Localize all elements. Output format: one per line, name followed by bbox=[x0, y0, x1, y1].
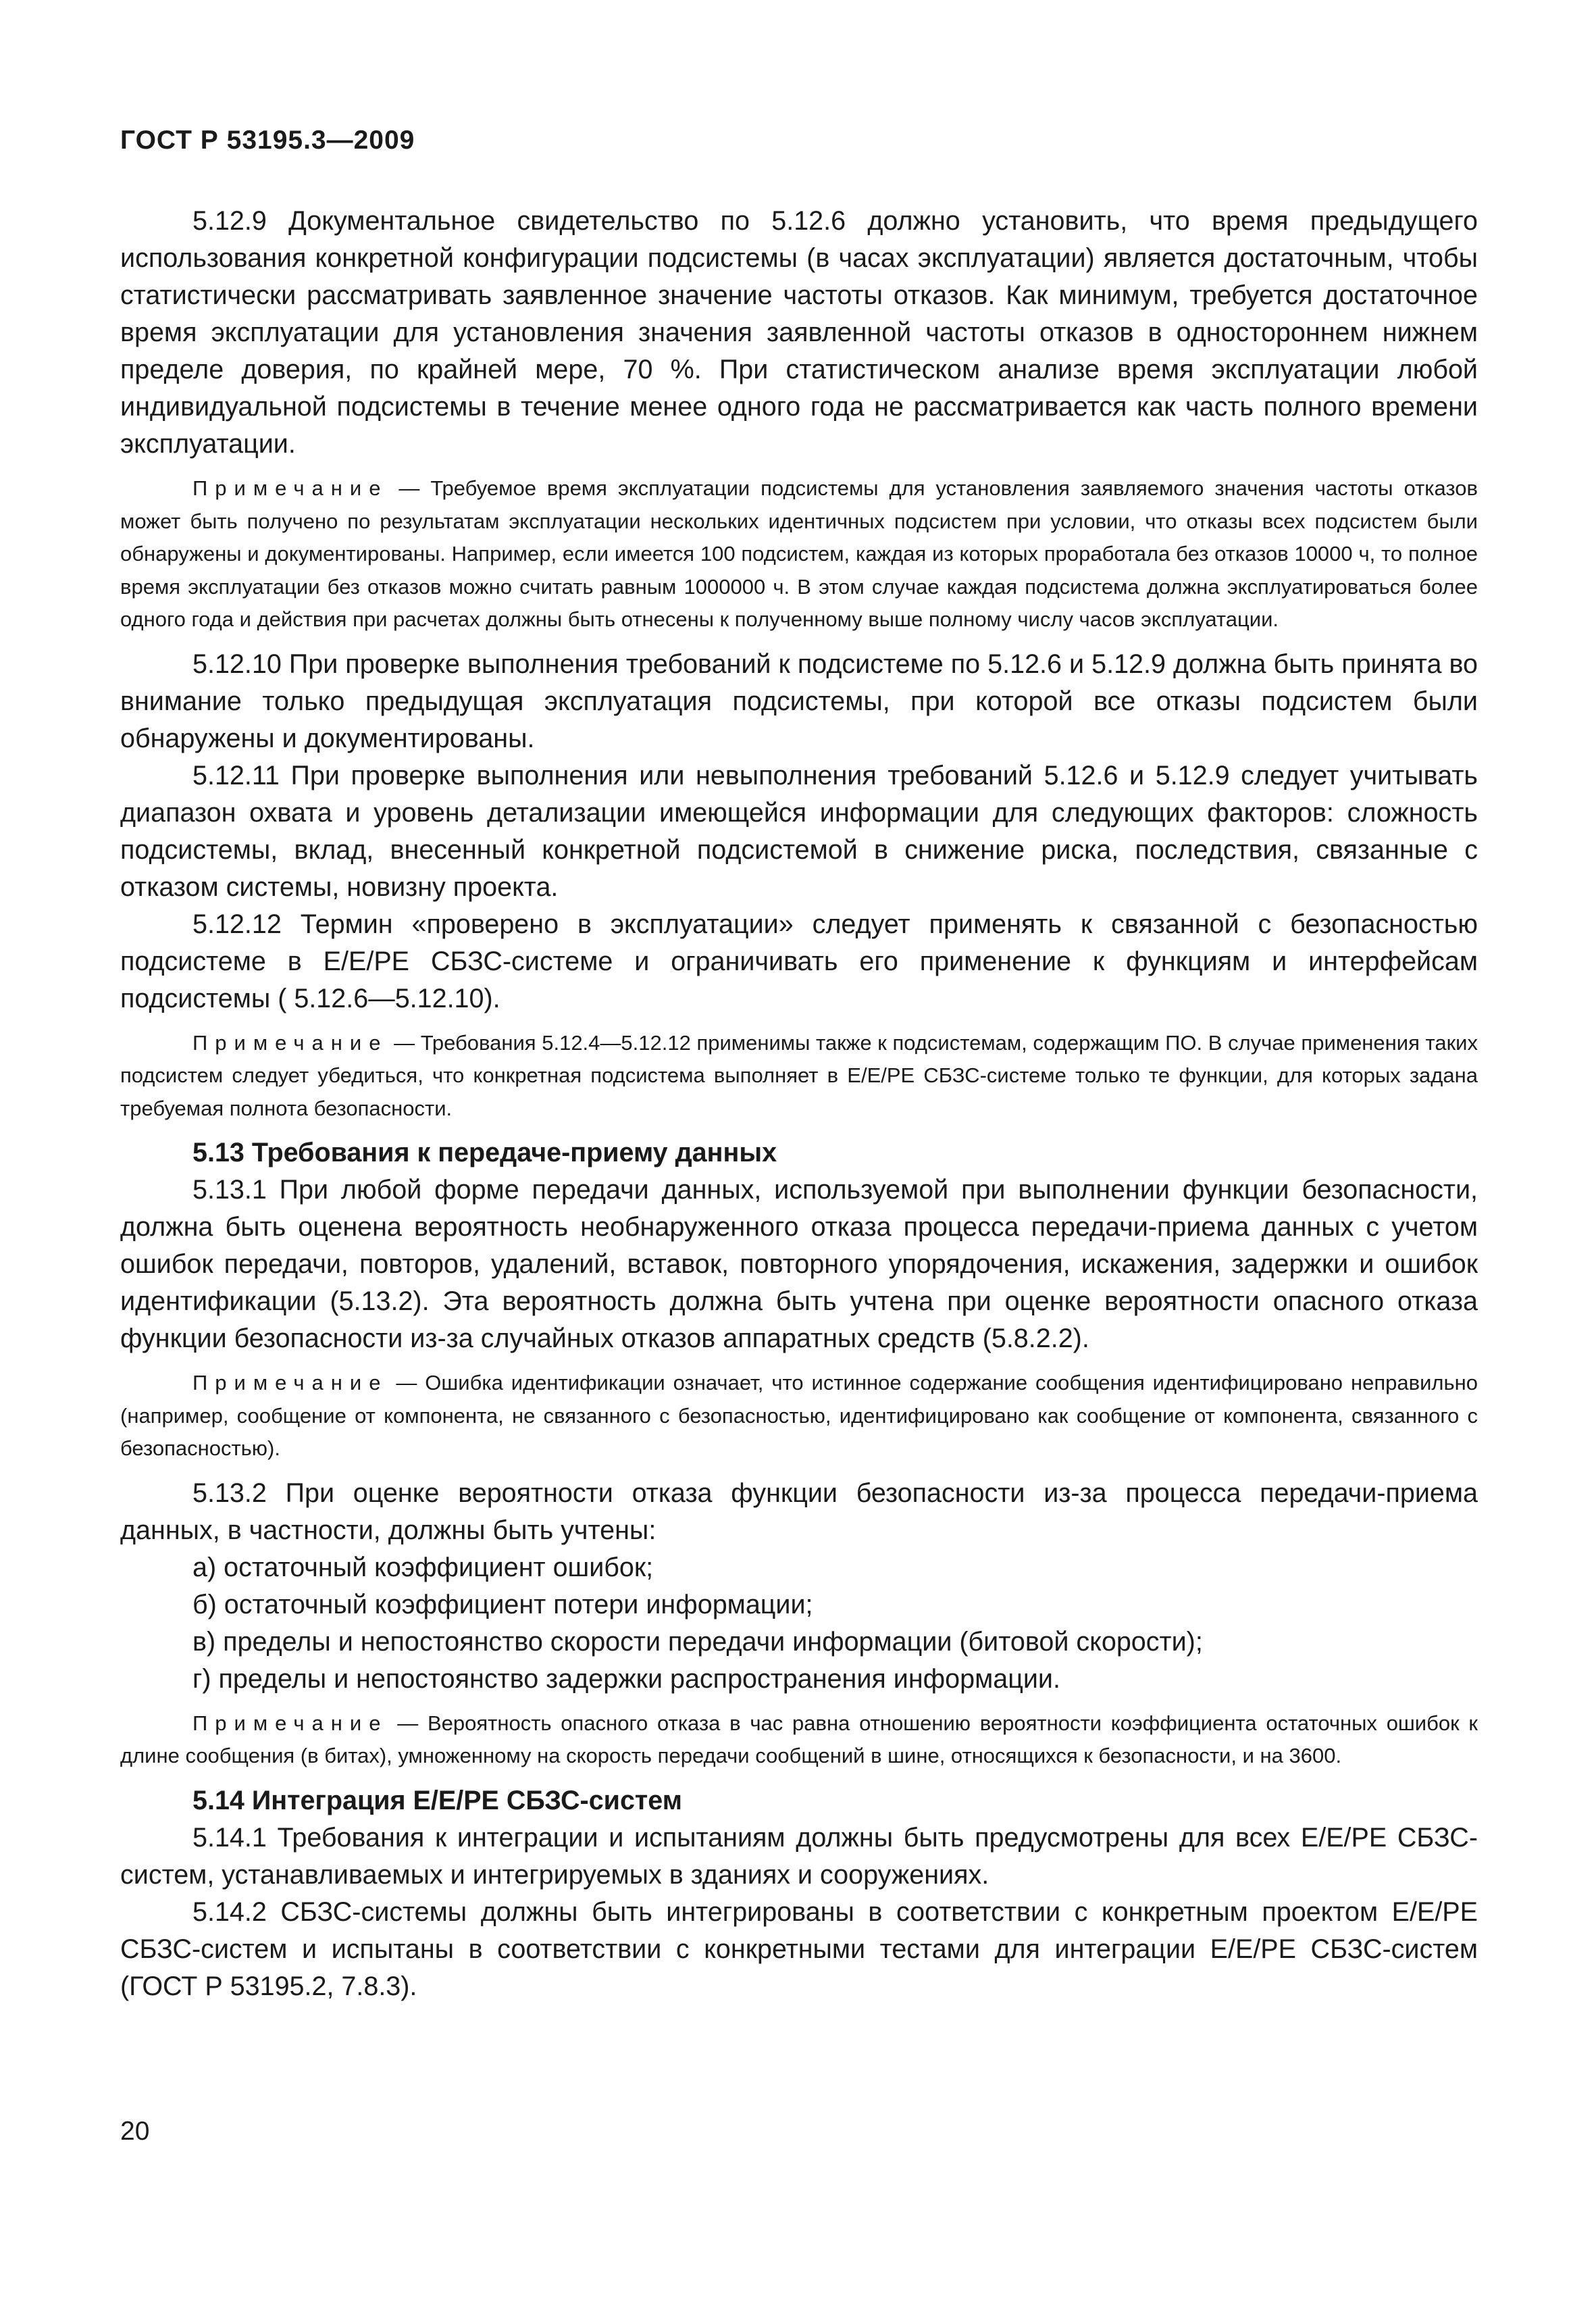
note-label: Примечание bbox=[192, 476, 388, 500]
note-3 bbox=[120, 1367, 1478, 1465]
note-2 bbox=[120, 1027, 1478, 1126]
paragraph-5-13-2: 5.13.2 При оценке вероятности отказа функции безопасности из-за процесса передачи-приема данных, в частности, должны быть учтены: bbox=[120, 1478, 1478, 1545]
list-item: б) остаточный коэффициент потери информации; bbox=[192, 1589, 813, 1619]
heading-5-13: 5.13 Требования к передаче-приему данных bbox=[192, 1138, 777, 1167]
paragraph-5-12-9: 5.12.9 Документальное свидетельство по 5.12.6 должно установить, что время предыдущего использования конкретной конфигурации подсистемы (в часах эксплуатации) является достаточным, чтобы статистически рассматривать заявленное значение частоты отказов. Как минимум, требуется достаточное время эксплуатации для установления значения заявленной частоты отказов в одностороннем нижнем пределе доверия, по крайней мере, 70 %. При статистическом анализе время эксплуатации любой индивидуальной подсистемы в течение менее одного года не рассматривается как часть полного времени эксплуатации. bbox=[120, 206, 1478, 459]
note-1-text: — Требуемое время эксплуатации подсистемы для установления заявляемого значения частоты отказов может быть получено по результатам эксплуатации нескольких идентичных подсистем при условии, что отказы всех подсистем были обнаружены и документированы. Например, если имеется 100 подсистем, каждая из которых проработала без отказов 10000 ч, то полное время эксплуатации без отказов можно считать равным 1000000 ч. В этом случае каждая подсистема должна эксплуатироваться более одного года и действия при расчетах должны быть отнесены к полученному выше полному числу часов эксплуатации. bbox=[120, 476, 1478, 631]
paragraph-5-13-1: 5.13.1 При любой форме передачи данных, используемой при выполнении функции безопасности, должна быть оценена вероятность необнаруженного отказа процесса передачи-приема данных с учетом ошибок передачи, повторов, удалений, вставок, повторного упорядочения, искажения, задержки и ошибок идентификации (5.13.2). Эта вероятность должна быть учтена при оценке вероятности опасного отказа функции безопасности из-за случайных отказов аппаратных средств (5.8.2.2). bbox=[120, 1175, 1478, 1353]
note-4 bbox=[120, 1707, 1478, 1773]
note-label: Примечание bbox=[192, 1711, 388, 1735]
page-number: 20 bbox=[120, 2117, 150, 2146]
note-4-text: — Вероятность опасного отказа в час равна отношению вероятности коэффициента остаточных ошибок к длине сообщения (в битах), умноженному на скорость передачи сообщений в шине, относящихся к безопасности, и на 3600. bbox=[120, 1711, 1478, 1767]
paragraph-5-14-1: 5.14.1 Требования к интеграции и испытаниям должны быть предусмотрены для всех Е/Е/РЕ СБЗС-систем, устанавливаемых и интегрируемых в зданиях и сооружениях. bbox=[120, 1822, 1478, 1890]
note-label: Примечание bbox=[192, 1030, 388, 1055]
standard-header: ГОСТ Р 53195.3—2009 bbox=[120, 126, 415, 155]
list-item: а) остаточный коэффициент ошибок; bbox=[192, 1552, 654, 1582]
list-item: г) пределы и непостоянство задержки распространения информации. bbox=[192, 1663, 1060, 1694]
paragraph-5-12-11: 5.12.11 При проверке выполнения или невыполнения требований 5.12.6 и 5.12.9 следует учитывать диапазон охвата и уровень детализации имеющейся информации для следующих факторов: сложность подсистемы, вклад, внесенный конкретной подсистемой в снижение риска, последствия, связанные с отказом системы, новизну проекта. bbox=[120, 760, 1478, 902]
paragraph-5-12-12: 5.12.12 Термин «проверено в эксплуатации» следует применять к связанной с безопасностью подсистеме в Е/Е/РЕ СБЗС-системе и ограничивать его применение к функциям и интерфейсам подсистемы ( 5.12.6—5.12.10). bbox=[120, 909, 1478, 1013]
paragraph-5-12-10: 5.12.10 При проверке выполнения требований к подсистеме по 5.12.6 и 5.12.9 должна быть принята во внимание только предыдущая эксплуатация подсистемы, при которой все отказы подсистем были обнаружены и документированы. bbox=[120, 649, 1478, 753]
note-label: Примечание bbox=[192, 1371, 388, 1394]
paragraph-5-14-2: 5.14.2 СБЗС-системы должны быть интегрированы в соответствии с конкретным проектом Е/Е/РЕ СБЗС-систем и испытаны в соответствии с конкретными тестами для интеграции Е/Е/РЕ СБЗС-систем (ГОСТ Р 53195.2, 7.8.3). bbox=[120, 1896, 1478, 2001]
note-1 bbox=[120, 472, 1478, 636]
note-3-text: — Ошибка идентификации означает, что истинное содержание сообщения идентифицировано неправильно (например, сообщение от компонента, не связанного с безопасностью, идентифицировано как сообщение от компонента, связанного с безопасностью). bbox=[120, 1371, 1478, 1460]
document-body bbox=[120, 203, 1478, 2005]
heading-5-14: 5.14 Интеграция Е/Е/РЕ СБЗС-систем bbox=[192, 1785, 682, 1815]
list-item: в) пределы и непостоянство скорости передачи информации (битовой скорости); bbox=[192, 1626, 1203, 1657]
note-2-text: — Требования 5.12.4—5.12.12 применимы также к подсистемам, содержащим ПО. В случае применения таких подсистем следует убедиться, что конкретная подсистема выполняет в Е/Е/РЕ СБЗС-системе только те функции, для которых задана требуемая полнота безопасности. bbox=[120, 1030, 1478, 1120]
